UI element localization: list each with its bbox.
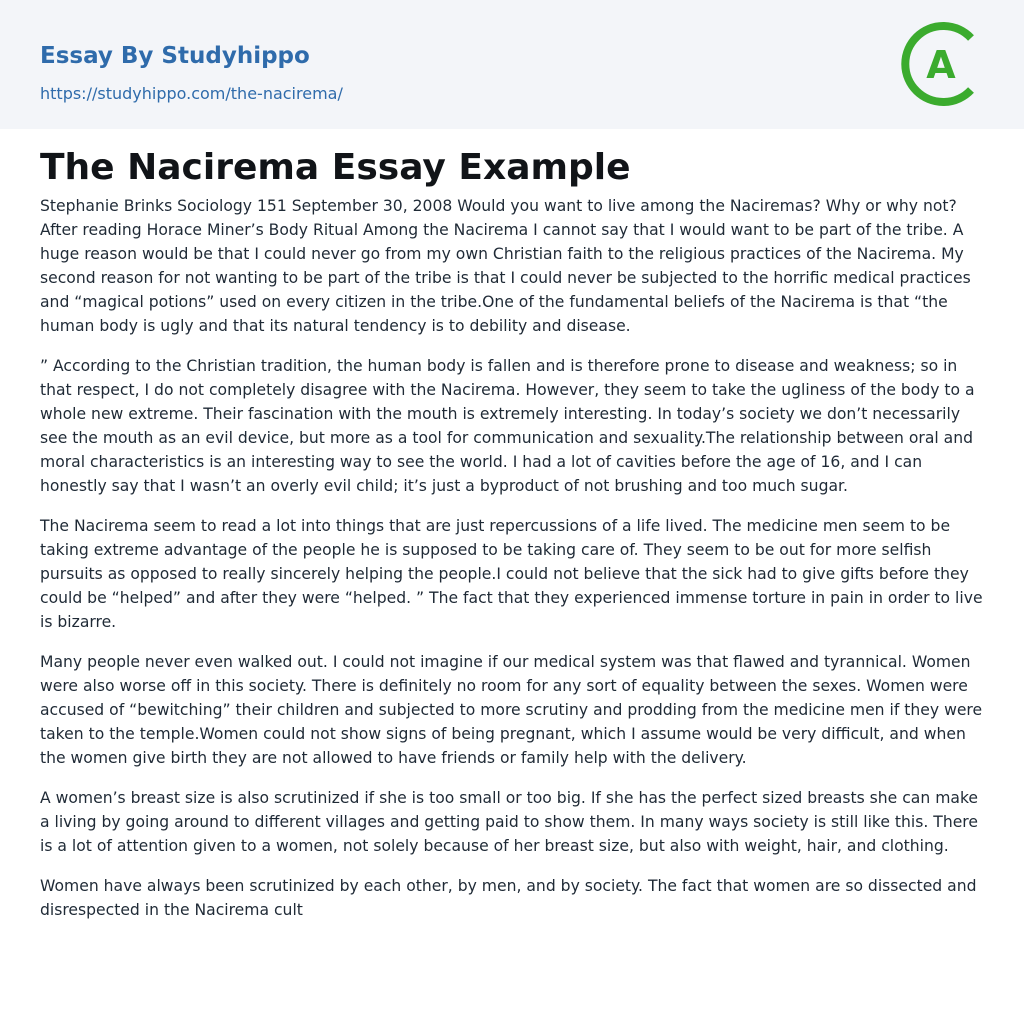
site-title[interactable]: Essay By Studyhippo <box>40 43 310 69</box>
page-title: The Nacirema Essay Example <box>40 147 631 188</box>
article-body <box>40 194 986 938</box>
studyhippo-logo-icon[interactable] <box>896 18 988 110</box>
paragraph: A women’s breast size is also scrutinized if she is too small or too big. If she has the perfect sized breasts she can make a living by going around to different villages and getting paid to show them. In many ways society is still like this. There is a lot of attention given to a women, not solely because of her breast size, but also with weight, hair, and clothing. <box>40 789 979 855</box>
paragraph: Women have always been scrutinized by each other, by men, and by society. The fact that women are so dissected and disrespected in the Nacirema cult <box>40 877 977 919</box>
logo-letter: A <box>926 43 956 87</box>
paragraph: Stephanie Brinks Sociology 151 September 30, 2008 Would you want to live among the Naciremas? Why or why not? After reading Horace Miner’s Body Ritual Among the Nacirema I cannot say that I would want to be part of the tribe. A huge reason would be that I could never go from my own Christian faith to the religious practices of the Nacirema. My second reason for not wanting to be part of the tribe is that I could never be subjected to the horrific medical practices and “magical potions” used on every citizen in the tribe.One of the fundamental beliefs of the Nacirema is that “the human body is ugly and that its natural tendency is to debility and disease. <box>40 197 971 335</box>
paragraph: Many people never even walked out. I could not imagine if our medical system was that flawed and tyrannical. Women were also worse off in this society. There is definitely no room for any sort of equality between the sexes. Women were accused of “bewitching” their children and subjected to more scrutiny and prodding from the medicine men if they were taken to the temple.Women could not show signs of being pregnant, which I assume would be very difficult, and when the women give birth they are not allowed to have friends or family help with the delivery. <box>40 653 983 767</box>
paragraph: ” According to the Christian tradition, the human body is fallen and is therefore prone to disease and weakness; so in that respect, I do not completely disagree with the Nacirema. However, they seem to take the ugliness of the body to a whole new extreme. Their fascination with the mouth is extremely interesting. In today’s society we don’t necessarily see the mouth as an evil device, but more as a tool for communication and sexuality.The relationship between oral and moral characteristics is an interesting way to see the world. I had a lot of cavities before the age of 16, and I can honestly say that I wasn’t an overly evil child; it’s just a byproduct of not brushing and too much sugar. <box>40 357 975 495</box>
source-url-link[interactable]: https://studyhippo.com/the-nacirema/ <box>40 84 343 103</box>
paragraph: The Nacirema seem to read a lot into things that are just repercussions of a life lived. The medicine men seem to be taking extreme advantage of the people he is supposed to be taking care of. They seem to be out for more selfish pursuits as opposed to really sincerely helping the people.I could not believe that the sick had to give gifts before they could be “helped” and after they were “helped. ” The fact that they experienced immense torture in pain in order to live is bizarre. <box>40 517 983 631</box>
